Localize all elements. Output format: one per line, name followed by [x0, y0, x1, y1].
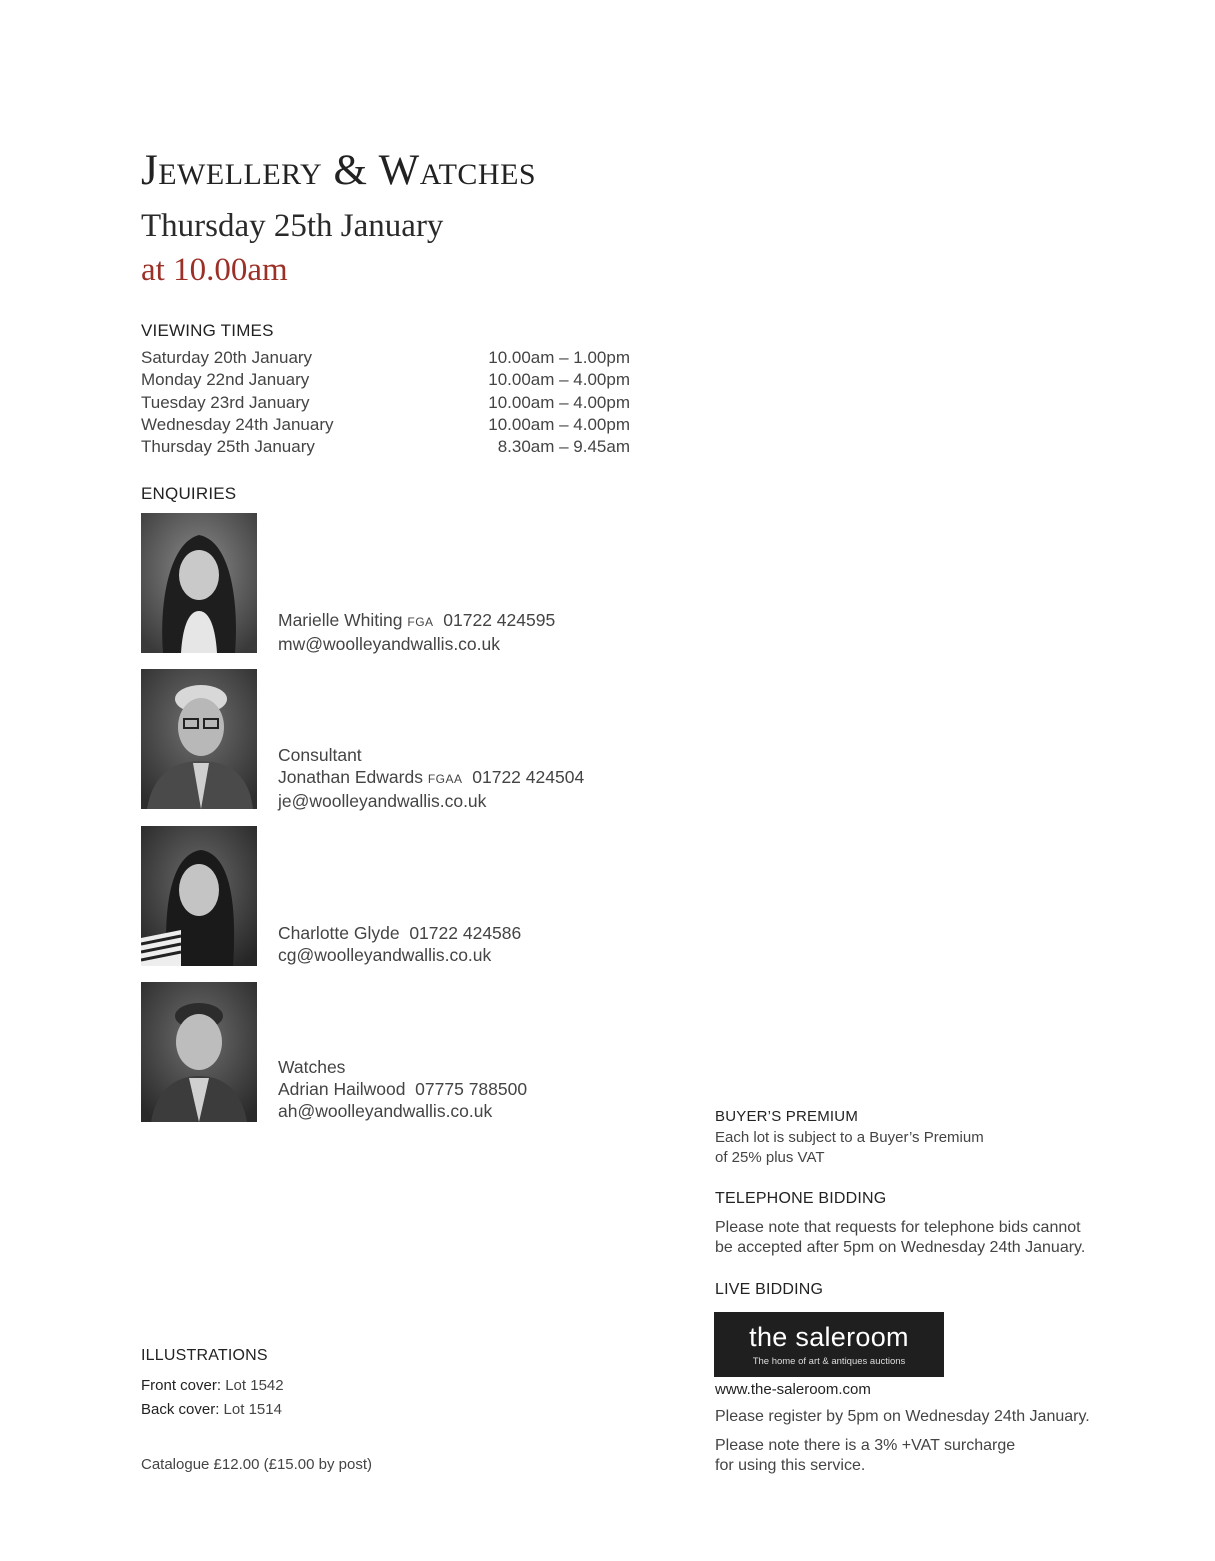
- contact-phone: 01722 424595: [443, 610, 556, 630]
- viewing-hours: 10.00am – 4.00pm: [488, 392, 630, 412]
- contact-email[interactable]: ah@woolleyandwallis.co.uk: [278, 1101, 493, 1121]
- surcharge-note: [715, 1436, 1015, 1476]
- telephone-bidding-text: [715, 1218, 1085, 1258]
- contact-phone: 01722 424586: [409, 923, 522, 943]
- viewing-hours: 8.30am – 9.45am: [497, 437, 630, 457]
- contact-photo-charlotte: [141, 826, 257, 966]
- telephone-bidding-line: Please note that requests for telephone bids cannot: [715, 1219, 1081, 1236]
- contact-quals: FGA: [407, 615, 434, 629]
- front-cover-label: Front cover:: [141, 1377, 222, 1394]
- illustrations-heading: ILLUSTRATIONS: [141, 1347, 268, 1364]
- contact-name: Marielle Whiting: [278, 610, 403, 630]
- front-cover-value: Lot 1542: [225, 1377, 284, 1394]
- contact-email[interactable]: cg@woolleyandwallis.co.uk: [278, 945, 492, 965]
- contact-name-line: [278, 766, 584, 790]
- buyers-premium-heading: BUYER’S PREMIUM: [715, 1108, 859, 1125]
- sale-title: [141, 146, 536, 195]
- contact-role: Watches: [278, 1057, 346, 1077]
- sale-date: Thursday 25th January: [141, 208, 444, 244]
- viewing-hours-list: [440, 347, 630, 458]
- buyers-premium-line: of 25% plus VAT: [715, 1149, 825, 1166]
- viewing-days-list: [141, 347, 401, 458]
- title-initial-j: J: [141, 147, 159, 194]
- contact-phone: 01722 424504: [472, 767, 585, 787]
- contact-role: Consultant: [278, 745, 362, 765]
- contact-name-line: [278, 922, 521, 944]
- telephone-bidding-heading: TELEPHONE BIDDING: [715, 1190, 887, 1207]
- contact-phone: 07775 788500: [415, 1079, 528, 1099]
- register-note: Please register by 5pm on Wednesday 24th January.: [715, 1408, 1090, 1425]
- title-part-watches: atches: [419, 147, 537, 194]
- contact-charlotte: [278, 922, 521, 966]
- contact-photo-jonathan: [141, 669, 257, 809]
- title-part-jewellery: ewellery &: [158, 147, 379, 194]
- contact-email[interactable]: mw@woolleyandwallis.co.uk: [278, 634, 501, 654]
- viewing-hours: 10.00am – 1.00pm: [488, 348, 630, 367]
- contact-email[interactable]: je@woolleyandwallis.co.uk: [278, 791, 487, 811]
- viewing-hours: 10.00am – 4.00pm: [488, 370, 630, 390]
- catalogue-price: Catalogue £12.00 (£15.00 by post): [141, 1456, 372, 1473]
- viewing-hours: 10.00am – 4.00pm: [488, 414, 630, 434]
- contact-photo-marielle: [141, 513, 257, 653]
- saleroom-logo[interactable]: [714, 1312, 944, 1377]
- contact-name-line: [278, 609, 555, 633]
- contact-name-line: [278, 1078, 527, 1100]
- contact-jonathan: [278, 744, 584, 812]
- back-cover-value: Lot 1514: [223, 1401, 282, 1418]
- viewing-times-heading: VIEWING TIMES: [141, 321, 274, 340]
- contact-photo-adrian: [141, 982, 257, 1122]
- telephone-bidding-line: be accepted after 5pm on Wednesday 24th January.: [715, 1239, 1086, 1256]
- surcharge-line: for using this service.: [715, 1457, 866, 1474]
- surcharge-line: Please note there is a 3% +VAT surcharge: [715, 1437, 1016, 1454]
- contact-name: Jonathan Edwards: [278, 767, 423, 787]
- viewing-day: Tuesday 23rd January: [141, 392, 310, 412]
- buyers-premium-line: Each lot is subject to a Buyer’s Premium: [715, 1129, 984, 1146]
- saleroom-url[interactable]: www.the-saleroom.com: [715, 1381, 871, 1398]
- contact-name: Adrian Hailwood: [278, 1079, 406, 1099]
- buyers-premium-text: [715, 1128, 984, 1168]
- live-bidding-heading: LIVE BIDDING: [715, 1281, 824, 1298]
- contact-quals: FGAA: [427, 772, 463, 786]
- viewing-day: Wednesday 24th January: [141, 414, 334, 434]
- back-cover-label: Back cover:: [141, 1401, 220, 1418]
- viewing-day: Thursday 25th January: [141, 437, 315, 457]
- contact-name: Charlotte Glyde: [278, 923, 400, 943]
- sale-time: at 10.00am: [141, 252, 288, 288]
- contact-marielle: [278, 609, 555, 655]
- saleroom-logo-tagline: The home of art & antiques auctions: [752, 1356, 906, 1367]
- title-initial-w: W: [378, 147, 420, 194]
- contact-adrian: [278, 1056, 527, 1122]
- viewing-day: Saturday 20th January: [141, 348, 313, 367]
- back-cover-line: [141, 1401, 282, 1418]
- front-cover-line: [141, 1377, 284, 1394]
- viewing-day: Monday 22nd January: [141, 370, 310, 390]
- enquiries-heading: ENQUIRIES: [141, 484, 237, 503]
- saleroom-logo-name: the saleroom: [749, 1322, 909, 1352]
